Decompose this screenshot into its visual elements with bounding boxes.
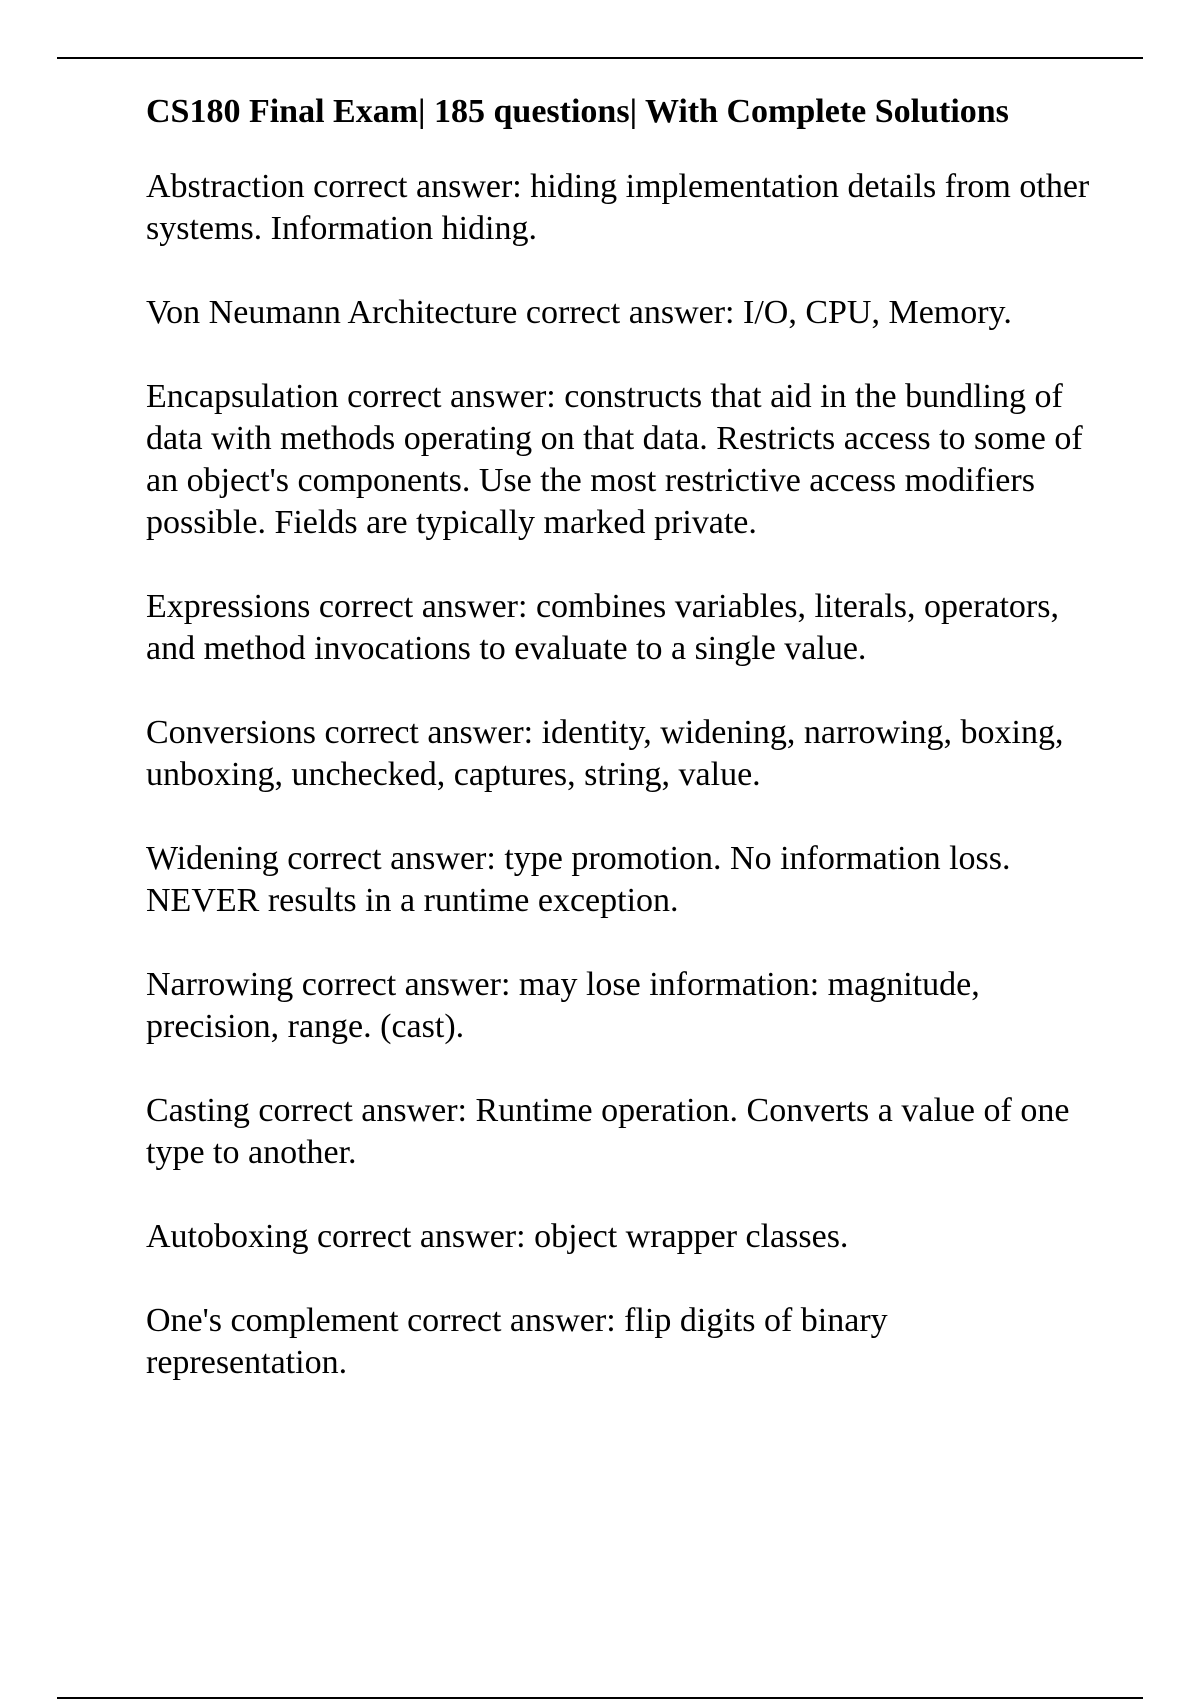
qa-entry xyxy=(146,1300,1096,1384)
qa-entry xyxy=(146,1090,1096,1174)
entry-term: Abstraction xyxy=(146,168,305,205)
document-body xyxy=(146,88,1096,1426)
entry-term: Von Neumann Architecture xyxy=(146,294,518,331)
qa-entry xyxy=(146,166,1096,250)
qa-entry xyxy=(146,1216,1096,1258)
entry-separator: correct answer: xyxy=(407,1302,616,1339)
entry-separator: correct answer: xyxy=(287,840,496,877)
qa-entry xyxy=(146,964,1096,1048)
entry-separator: correct answer: xyxy=(324,714,534,751)
entry-separator: correct answer: xyxy=(313,168,522,205)
entry-term: Casting xyxy=(146,1092,250,1129)
entry-term: Conversions xyxy=(146,714,316,751)
entry-separator: correct answer: xyxy=(347,378,556,415)
document-title: CS180 Final Exam| 185 questions| With Complete Solutions xyxy=(146,93,1009,130)
entry-term: Encapsulation xyxy=(146,378,339,415)
top-rule xyxy=(57,57,1143,59)
entry-answer: Runtime operation. Converts a value of one type to another. xyxy=(146,1092,1070,1171)
entry-answer: I/O, CPU, Memory. xyxy=(743,294,1012,331)
entry-answer: may lose information: magnitude, precision, range. (cast). xyxy=(146,966,980,1045)
entry-separator: correct answer: xyxy=(258,1092,468,1129)
entry-answer: identity, widening, narrowing, boxing, unboxing, unchecked, captures, string, value. xyxy=(146,714,1064,793)
entry-separator: correct answer: xyxy=(301,966,511,1003)
entry-answer: object wrapper classes. xyxy=(534,1218,849,1255)
bottom-rule xyxy=(57,1697,1143,1699)
entry-separator: correct answer: xyxy=(318,588,528,625)
qa-entry xyxy=(146,586,1096,670)
qa-entry xyxy=(146,292,1096,334)
entry-term: Expressions xyxy=(146,588,311,625)
entry-answer: combines variables, literals, operators, and method invocations to evaluate to a single value. xyxy=(146,588,1059,667)
entry-answer: type promotion. No information loss. NEVER results in a runtime exception. xyxy=(146,840,1011,919)
entry-answer: flip digits of binary representation. xyxy=(146,1302,888,1381)
entry-answer: hiding implementation details from other systems. Information hiding. xyxy=(146,168,1090,247)
entry-term: One's complement xyxy=(146,1302,399,1339)
qa-entry xyxy=(146,376,1096,544)
qa-entry xyxy=(146,838,1096,922)
entry-separator: correct answer: xyxy=(316,1218,526,1255)
entry-term: Narrowing xyxy=(146,966,294,1003)
entry-term: Autoboxing xyxy=(146,1218,309,1255)
entry-term: Widening xyxy=(146,840,279,877)
entry-separator: correct answer: xyxy=(525,294,735,331)
qa-entry xyxy=(146,712,1096,796)
entry-answer: constructs that aid in the bundling of data with methods operating on that data. Restricts access to some of an object's components. Use the most restrictive access modifiers possible. Fields are typically marked private. xyxy=(146,378,1083,541)
